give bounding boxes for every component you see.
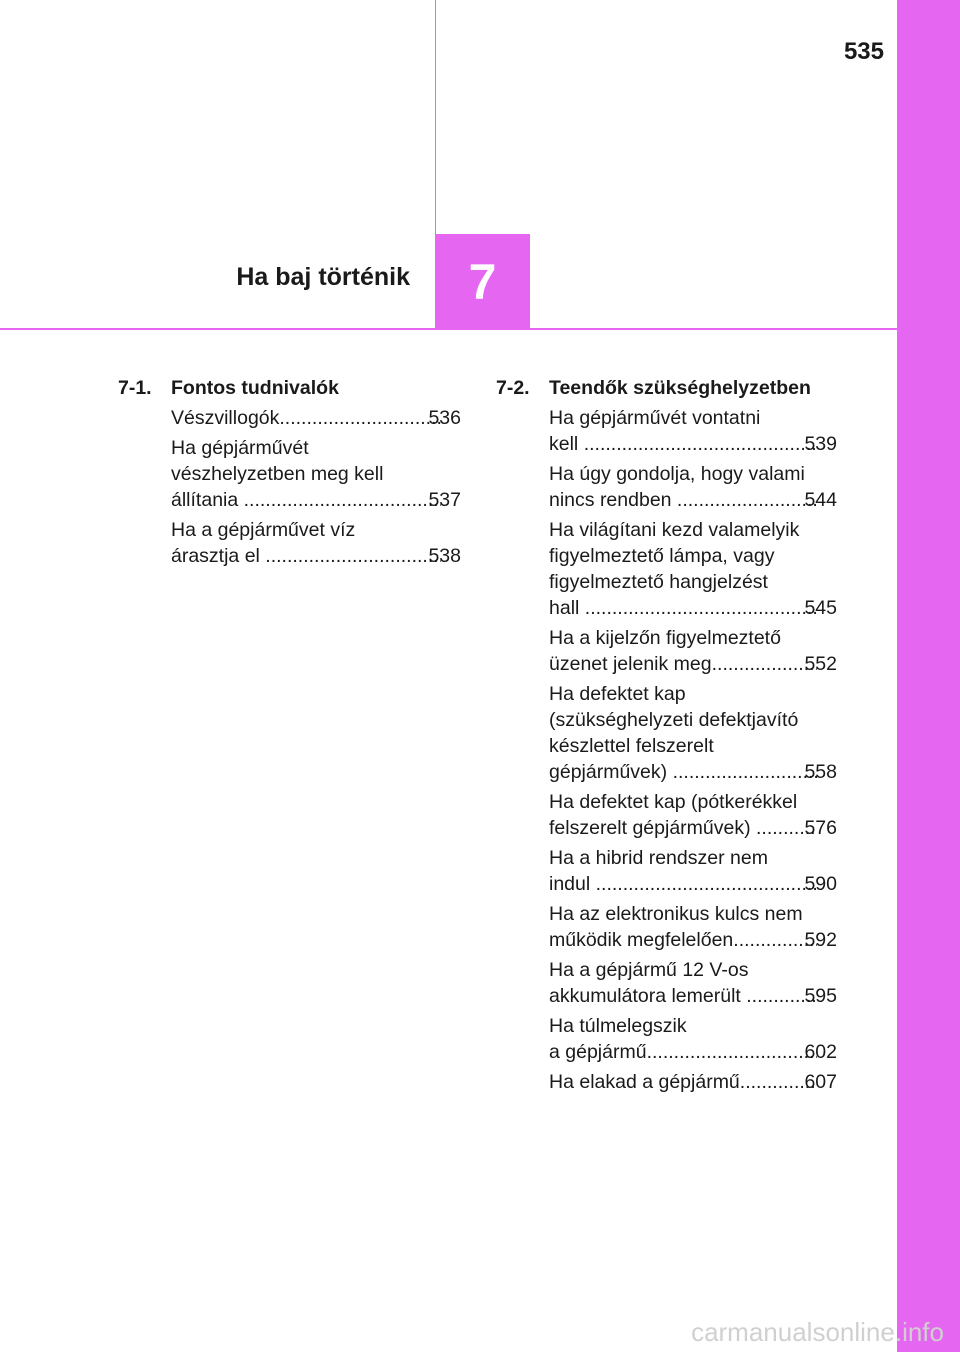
- chapter-number: 7: [468, 253, 497, 310]
- toc-entry-leader-line: [171, 405, 461, 431]
- toc-entry[interactable]: [549, 901, 837, 953]
- toc-entry-leader-line: [549, 759, 837, 785]
- toc-entry-leader-line: [549, 431, 837, 457]
- page-number: 535: [843, 38, 884, 65]
- toc-entry-text: gépjárművek): [549, 761, 673, 783]
- toc-entry-text: indul: [549, 873, 596, 895]
- toc-entry[interactable]: [171, 435, 461, 513]
- toc-entry-leader-line: [549, 1069, 837, 1095]
- dot-leader: [596, 871, 818, 897]
- toc-entry-leader-line: [549, 815, 837, 841]
- section-heading: [118, 375, 461, 401]
- toc-entry-text: nincs rendben: [549, 489, 677, 511]
- dot-leader: [677, 487, 818, 513]
- section-title: Fontos tudnivalók: [171, 377, 339, 399]
- toc-entry-leader-line: [549, 1039, 837, 1065]
- toc-entry-text: kell: [549, 433, 584, 455]
- toc-entry-text: Vészvillogók: [171, 407, 280, 429]
- toc-entry[interactable]: [549, 1069, 837, 1095]
- toc-entry-text: felszerelt gépjárművek): [549, 817, 756, 839]
- toc-entry-page: 602: [804, 1041, 837, 1063]
- toc-section-7-2: [496, 375, 837, 1099]
- toc-entry-leader-line: [549, 983, 837, 1009]
- section-number: 7-1.: [118, 377, 152, 399]
- dot-leader: [584, 431, 818, 457]
- dot-leader: [279, 405, 441, 431]
- toc-entry[interactable]: [549, 845, 837, 897]
- watermark: carmanualsonline.info: [691, 1317, 944, 1347]
- toc-entry-text: készlettel felszerelt: [549, 735, 714, 757]
- dot-leader: [244, 487, 442, 513]
- dot-leader: [647, 1039, 818, 1065]
- toc-entry-text: árasztja el: [171, 545, 266, 567]
- toc-entry-text: Ha a gépjárművet víz: [171, 519, 356, 541]
- toc-entry[interactable]: [549, 681, 837, 785]
- toc-entry-text: figyelmeztető hangjelzést: [549, 571, 768, 593]
- toc-entry-leader-line: [549, 871, 837, 897]
- toc-entry-page: 607: [804, 1071, 837, 1093]
- toc-entry-text: a gépjármű: [549, 1041, 647, 1063]
- chapter-side-tab: [897, 0, 960, 1352]
- toc-entry[interactable]: [549, 625, 837, 677]
- toc-entry-text: hall: [549, 597, 585, 619]
- chapter-number-box: [435, 234, 530, 329]
- dot-leader: [673, 759, 818, 785]
- toc-entry-page: 539: [804, 433, 837, 455]
- toc-entries: [496, 405, 837, 1095]
- toc-entry-text: Ha a hibrid rendszer nem: [549, 847, 768, 869]
- toc-entry[interactable]: [171, 405, 461, 431]
- toc-entry-page: 536: [428, 407, 461, 429]
- toc-entry-text: Ha elakad a gépjármű: [549, 1071, 740, 1093]
- toc-entries: [118, 405, 461, 569]
- toc-entry-page: 544: [804, 489, 837, 511]
- toc-entry-leader-line: [549, 927, 837, 953]
- toc-entry-text: Ha a kijelzőn figyelmeztető: [549, 627, 781, 649]
- toc-entry-page: 537: [428, 489, 461, 511]
- toc-entry-text: Ha gépjárművét: [171, 437, 309, 459]
- toc-entry[interactable]: [549, 1013, 837, 1065]
- section-heading: [496, 375, 837, 401]
- toc-entry-page: 545: [804, 597, 837, 619]
- toc-entry-text: Ha az elektronikus kulcs nem: [549, 903, 803, 925]
- toc-section-7-1: [118, 375, 461, 573]
- toc-entry-text: Ha túlmelegszik: [549, 1015, 687, 1037]
- toc-entry-leader-line: [171, 543, 461, 569]
- toc-entry-text: üzenet jelenik meg: [549, 653, 712, 675]
- section-title: Teendők szükséghelyzetben: [549, 377, 811, 399]
- toc-entry-page: 558: [804, 761, 837, 783]
- toc-entry-text: akkumulátora lemerült: [549, 985, 747, 1007]
- toc-entry-leader-line: [549, 651, 837, 677]
- toc-entry-page: 552: [804, 653, 837, 675]
- toc-entry-page: 538: [428, 545, 461, 567]
- toc-entry-page: 595: [804, 985, 837, 1007]
- toc-entry-text: állítania: [171, 489, 244, 511]
- toc-entry-text: működik megfelelően: [549, 929, 734, 951]
- toc-entry[interactable]: [549, 405, 837, 457]
- dot-leader: [712, 651, 818, 677]
- toc-entry-text: Ha defektet kap: [549, 683, 686, 705]
- toc-entry-text: Ha defektet kap (pótkerékkel: [549, 791, 798, 813]
- chapter-title: Ha baj történik: [236, 263, 410, 291]
- dot-leader: [585, 595, 818, 621]
- toc-entry-leader-line: [549, 487, 837, 513]
- toc-entry-page: 576: [804, 817, 837, 839]
- toc-entry[interactable]: [549, 517, 837, 621]
- toc-entry-leader-line: [171, 487, 461, 513]
- toc-entry[interactable]: [171, 517, 461, 569]
- toc-entry-text: Ha a gépjármű 12 V-os: [549, 959, 749, 981]
- toc-entry-leader-line: [549, 595, 837, 621]
- toc-entry-text: Ha gépjárművét vontatni: [549, 407, 761, 429]
- toc-entry-text: Ha világítani kezd valamelyik: [549, 519, 800, 541]
- toc-entry-page: 592: [804, 929, 837, 951]
- toc-entry-text: Ha úgy gondolja, hogy valami: [549, 463, 805, 485]
- toc-entry-text: vészhelyzetben meg kell: [171, 463, 384, 485]
- toc-entry-text: (szükséghelyzeti defektjavító: [549, 709, 799, 731]
- toc-entry-page: 590: [804, 873, 837, 895]
- toc-entry[interactable]: [549, 957, 837, 1009]
- toc-entry-text: figyelmeztető lámpa, vagy: [549, 545, 775, 567]
- toc-entry[interactable]: [549, 461, 837, 513]
- toc-entry[interactable]: [549, 789, 837, 841]
- dot-leader: [265, 543, 441, 569]
- section-number: 7-2.: [496, 377, 530, 399]
